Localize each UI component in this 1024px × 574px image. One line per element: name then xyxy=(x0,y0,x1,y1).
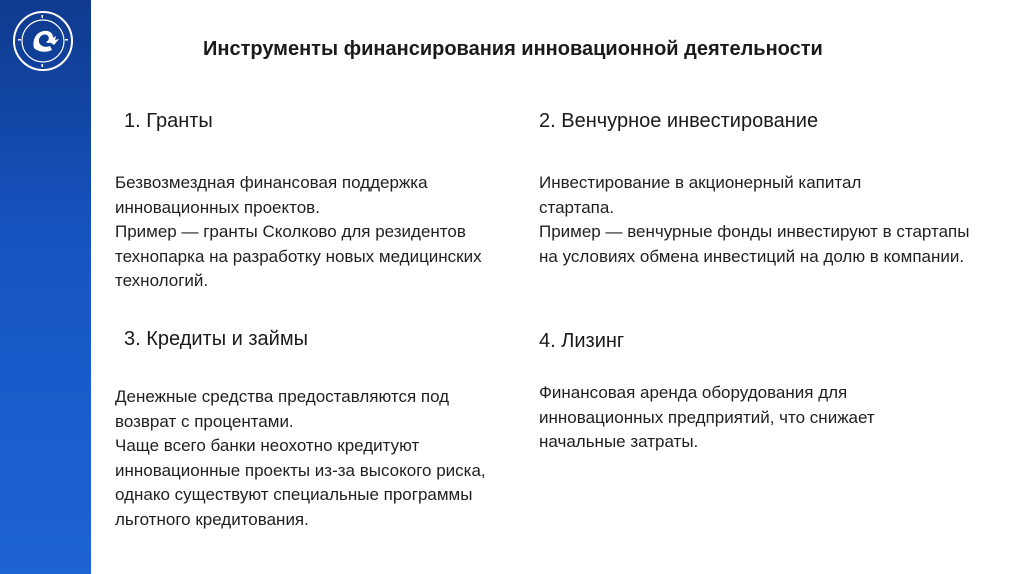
section-body-venture xyxy=(539,171,999,269)
university-logo-icon xyxy=(12,10,74,72)
section-body-credits xyxy=(115,385,510,533)
section-paragraph: Чаще всего банки неохотно кредитуют инновационные проекты из-за высокого риска, однако существуют специальные программы льготного кредитования. xyxy=(115,436,486,529)
section-paragraph: Безвозмездная финансовая поддержка инновационных проектов. xyxy=(115,173,428,217)
section-paragraph: Финансовая аренда оборудования для инновационных предприятий, что снижает начальные затраты. xyxy=(539,383,875,452)
section-paragraph: Денежные средства предоставляются под возврат с процентами. xyxy=(115,387,450,431)
section-heading-grants: 1. Гранты xyxy=(124,110,213,132)
section-heading-credits: 3. Кредиты и займы xyxy=(124,328,308,350)
sidebar-band xyxy=(0,0,91,574)
section-paragraph: Пример — гранты Сколково для резидентов технопарка на разработку новых медицинских технологий. xyxy=(115,222,482,291)
slide-title: Инструменты финансирования инновационной деятельности xyxy=(203,38,823,60)
section-paragraph: Инвестирование в акционерный капитал стартапа. xyxy=(539,173,862,217)
section-body-leasing xyxy=(539,381,999,455)
section-heading-leasing: 4. Лизинг xyxy=(539,330,625,352)
section-heading-venture: 2. Венчурное инвестирование xyxy=(539,110,819,132)
section-body-grants xyxy=(115,171,510,294)
section-paragraph: Пример — венчурные фонды инвестируют в стартапы на условиях обмена инвестиций на долю в компании. xyxy=(539,222,970,266)
